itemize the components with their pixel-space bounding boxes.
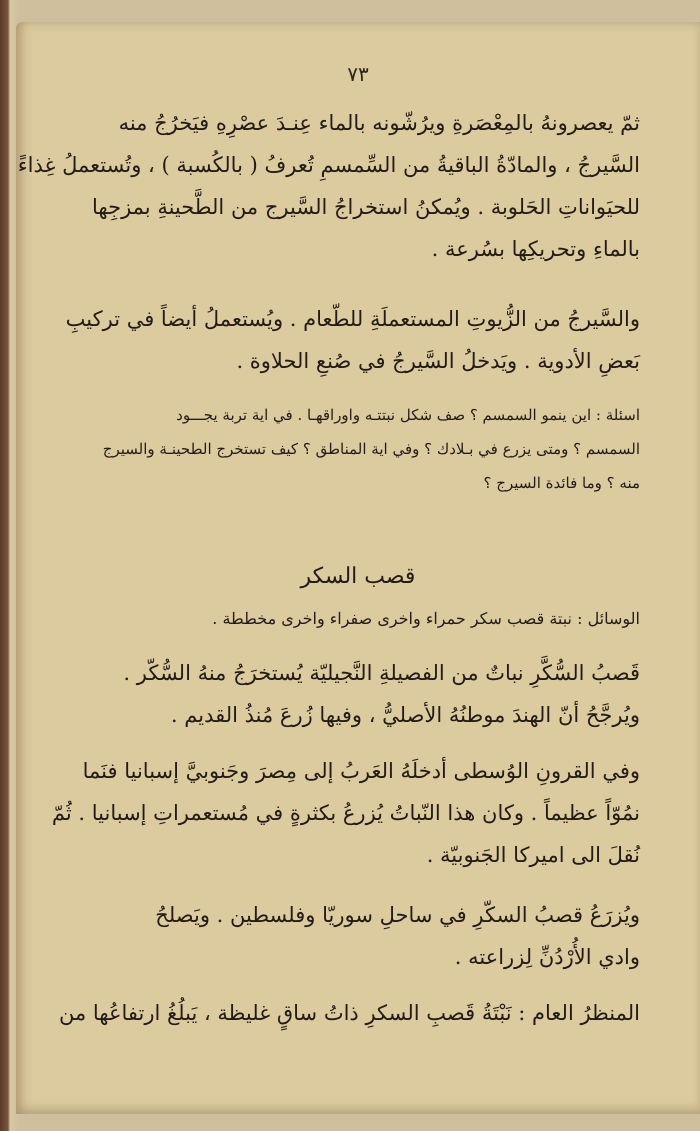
text-line: ويُزرَعُ قصبُ السكّرِ في ساحلِ سوريّا وفلسطين . ويَصلحُ <box>155 903 640 927</box>
text-line: قَصبُ السُّكَّرِ نباتٌ من الفصيلةِ النَّجيليّة يُستخرَجُ منهُ السُّكّر . <box>123 661 640 685</box>
sesame-paragraph-2 <box>65 298 640 382</box>
section-title: قصب السكر <box>300 564 416 589</box>
text-line: وفي القرونِ الوُسطى أدخلَهُ العَربُ إلى مِصرَ وجَنوبيَّ إسبانيا فنَما <box>82 759 640 783</box>
text-line: نمُوّاً عظيماً . وكان هذا النّباتُ يُزرعُ بكثرةٍ في مُستعمراتِ إسبانيا . ثُمّ <box>51 801 640 825</box>
text-line: والسَّيرجُ من الزُّيوتِ المستعملَةِ للطّعام . ويُستعملُ أيضاً في تركيبِ <box>65 307 640 331</box>
question-line: السمسم ؟ ومتى يزرع في بـلادك ؟ وفي اية المناطق ؟ كيف تستخرج الطحينـة والسيرج <box>102 440 640 458</box>
sugarcane-paragraph-4 <box>58 992 640 1034</box>
text-line: ويُرجَّحُ أنّ الهندَ موطنُهُ الأصليُّ ، وفيها زُرعَ مُنذُ القديم . <box>170 703 640 727</box>
text-line: وادي الأُرْدُنِّ لِزراعته . <box>454 945 640 969</box>
text-line: بالماءِ وتحريكِها بسُرعة . <box>431 237 640 261</box>
question-line: اسئلة : اين ينمو السمسم ؟ صف شكل نبتتـه واوراقهـا . في اية تربة يجـــود <box>176 406 640 424</box>
page-number: ٧٣ <box>347 62 369 86</box>
text-line: السَّيرجُ ، والمادّةُ الباقيةُ من السِّمسمِ تُعرفُ ( بالكُسبة ) ، وتُستعملُ غِذاءً <box>17 153 640 177</box>
sesame-paragraph-1 <box>17 102 640 270</box>
questions-block <box>100 398 640 500</box>
text-line: نُقلَ الى اميركا الجَنوبيّة . <box>426 843 640 867</box>
tools-line <box>100 604 640 634</box>
sugarcane-paragraph-3 <box>100 894 640 978</box>
question-line: منه ؟ وما فائدة السيرج ؟ <box>483 474 640 492</box>
sugarcane-paragraph-1 <box>100 652 640 736</box>
text-line: للحيَواناتِ الحَلوبة . ويُمكنُ استخراجُ السَّيرج من الطَّحينةِ بمزجِها <box>92 195 640 219</box>
text-line: ثمّ يعصرونهُ بالمِعْصَرةِ ويرُشّونه بالماء عِنـدَ عصْرِهِ فيَخرُجُ منه <box>118 111 640 135</box>
book-page <box>16 22 700 1114</box>
tools-text: الوسائل : نبتة قصب سكر حمراء واخرى صفراء واخرى مخططة . <box>212 609 640 628</box>
sugarcane-paragraph-2 <box>51 750 640 876</box>
text-line: بَعضِ الأدوية . ويَدخلُ السَّيرجُ في صُنعِ الحلاوة . <box>236 349 640 373</box>
text-line: المنظرُ العام : نَبْتَةُ قَصبِ السكرِ ذاتُ ساقٍ غليظة ، يَبلُغُ ارتفاعُها من <box>58 1001 640 1025</box>
